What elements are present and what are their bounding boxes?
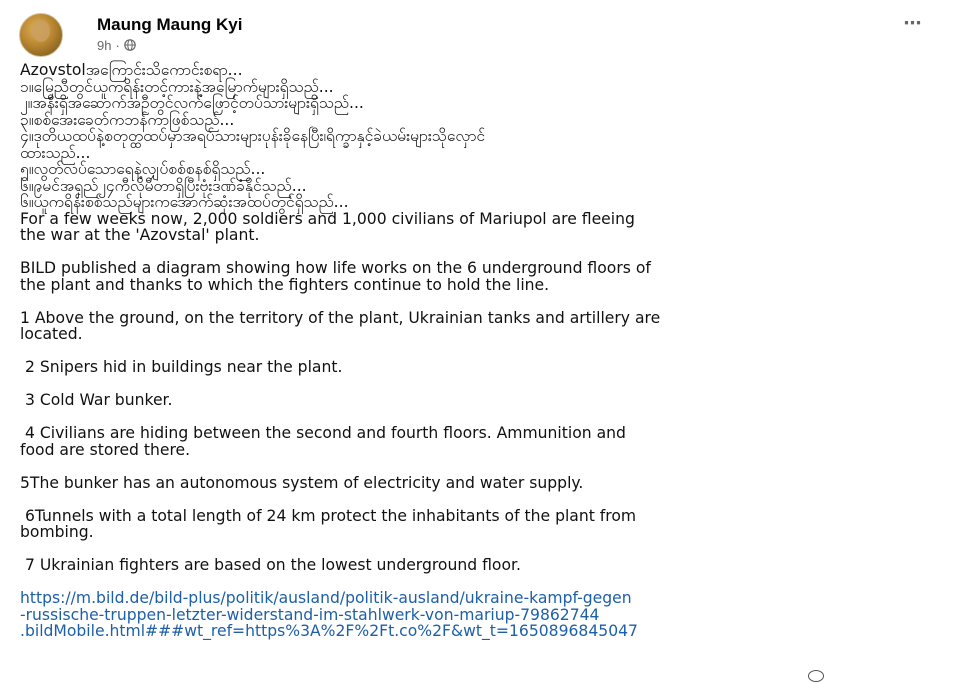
item-3: 3 Cold War bunker. [20, 391, 173, 409]
burmese-line: ၆။ယူကရိန်းစစ်သည်များကအောက်ဆုံးအထပ်တွင်ရှိသည်... [20, 193, 349, 211]
watermark-logo-icon [808, 670, 824, 682]
burmese-line: ၅။လွတ်လပ်သောရေနဲ့လျှပ်စစ်စနစ်ရှိသည်... [20, 160, 266, 178]
burmese-line: ၂။အနီးရှိအဆောက်အဦတွင်လက်ဖြောင့်တပ်သားများရှိသည်... [20, 94, 364, 112]
post-meta [97, 37, 136, 53]
watermark [808, 668, 953, 683]
burmese-line: ၁။မြေညီတွင်ယူကရိန်းတင့်ကားနဲ့အမြောက်များရှိသည်... [20, 77, 334, 96]
item-2: 2 Snipers hid in buildings near the plant. [20, 358, 343, 376]
watermark-text [828, 669, 928, 683]
burmese-line: Azovstolအကြောင်းသိကောင်းစရာ... [20, 61, 243, 79]
avatar-image [32, 20, 50, 42]
more-options-icon[interactable]: ⋯ [903, 13, 923, 34]
burmese-line: ၆။၉မင်အရှည်၂၄ကီလိုမီတာရှိပြီးဗုံးဒဏ်ခံနိုင်သည်... [20, 176, 307, 195]
post-time[interactable]: 9h [97, 37, 112, 53]
post-body [20, 62, 940, 640]
bild-paragraph: BILD published a diagram showing how life works on the 6 underground floors of the plant and thanks to which the fighters continue to hold the line. [20, 259, 651, 294]
bild-link[interactable]: https://m.bild.de/bild-plus/politik/ausland/politik-ausland/ukraine-kampf-gegen -russische-truppen-letzter-widerstand-im-stahlwerk-von-mariup-79862744 .bildMobile.html###wt_ref=https%3A%2F%2Ft.co%2F&wt_t=1650896845047 [20, 589, 638, 640]
item-1: 1 Above the ground, on the territory of the plant, Ukrainian tanks and artillery are located. [20, 308, 661, 343]
item-4: 4 Civilians are hiding between the second and fourth floors. Ammunition and food are stored there. [20, 424, 626, 459]
globe-icon[interactable] [124, 39, 136, 51]
author-name[interactable]: Maung Maung Kyi [97, 15, 243, 34]
burmese-line: ၄။ဒုတိယထပ်နဲ့စတုတ္ထထပ်မှာအရပ်သားများပုန်းခိုနေပြီး၊ရိက္ခာနှင့်ခဲယမ်းများသိုလှောင် [20, 127, 486, 145]
meta-separator: · [115, 37, 120, 53]
author-avatar[interactable] [19, 13, 63, 57]
item-6: 6Tunnels with a total length of 24 km protect the inhabitants of the plant from bombing. [20, 506, 637, 541]
intro-paragraph: For a few weeks now, 2,000 soldiers and 1,000 civilians of Mariupol are fleeing the war at the 'Azovstal' plant. [20, 209, 635, 244]
burmese-line: ၃။စစ်အေးခေတ်ကဘန်ကာဖြစ်သည်... [20, 110, 235, 129]
item-7: 7 Ukrainian fighters are based on the lowest underground floor. [20, 556, 521, 574]
item-5: 5The bunker has an autonomous system of electricity and water supply. [20, 473, 584, 492]
burmese-line: ထားသည်... [20, 143, 91, 162]
